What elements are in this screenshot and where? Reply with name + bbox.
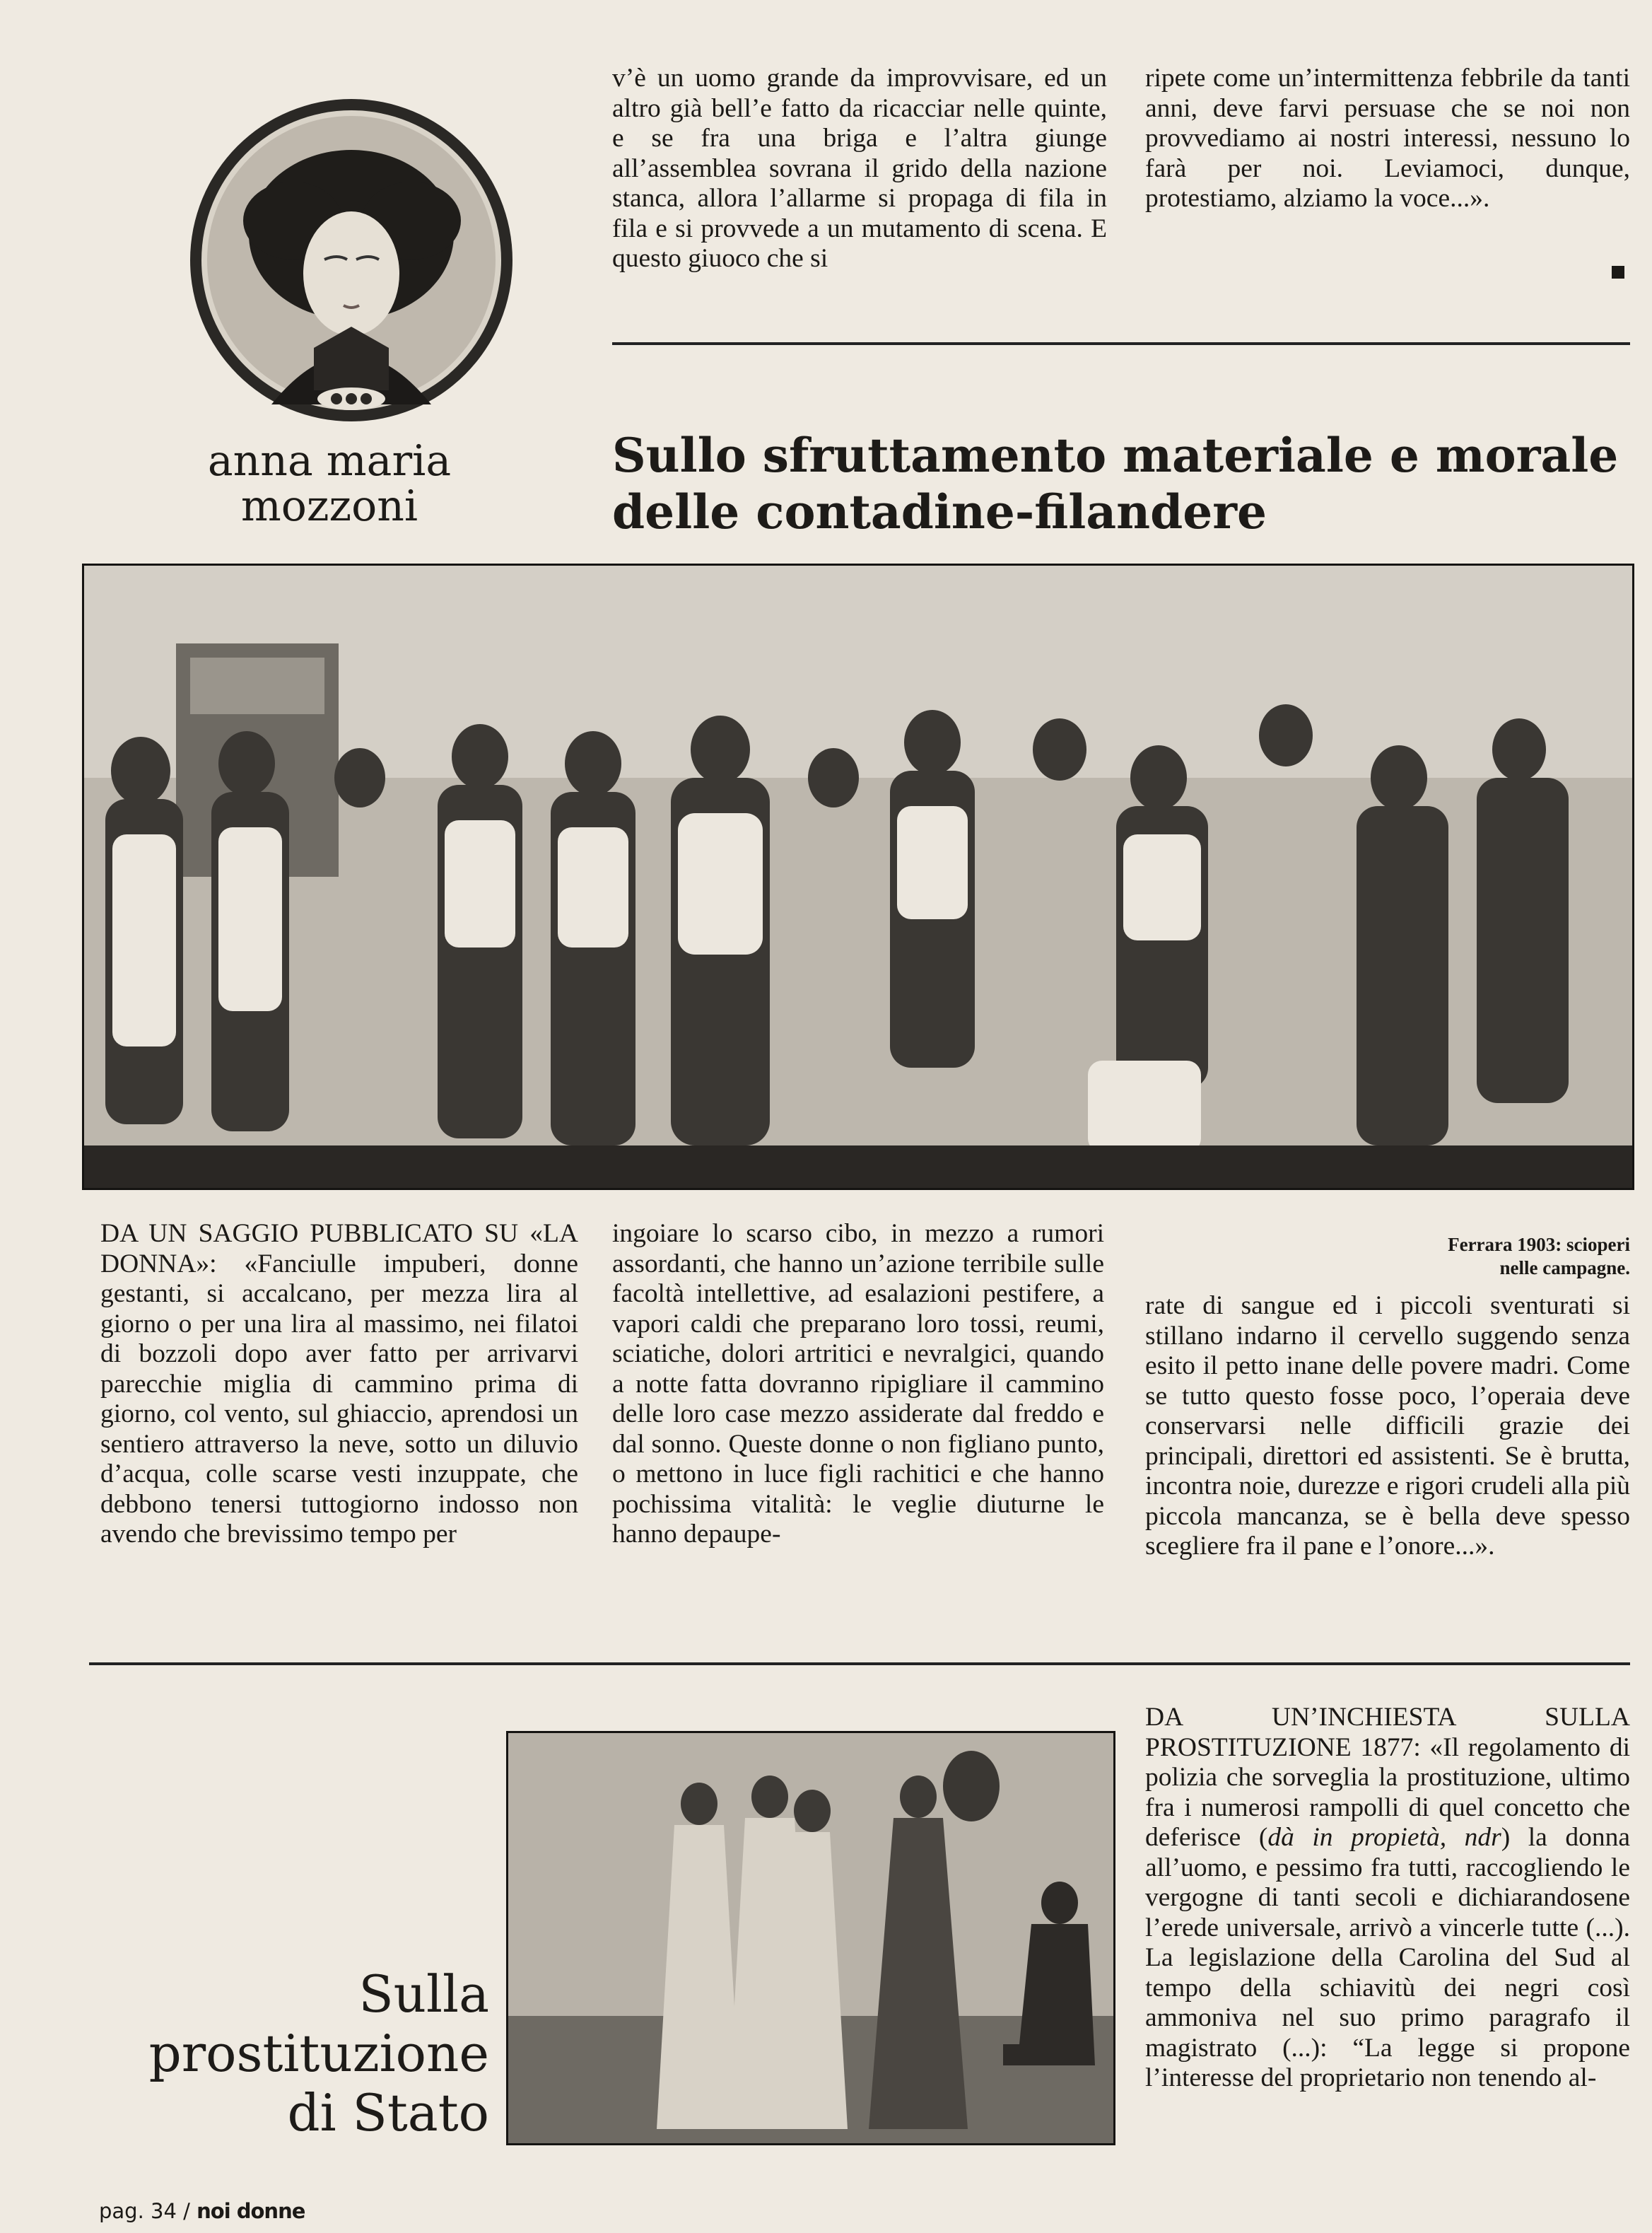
magazine-name: noi donne bbox=[197, 2199, 305, 2223]
article1-col1-text: DA UN SAGGIO PUBBLICATO SU «LA DONNA»: «Fanciulle impuberi, donne gestanti, si accalcano, per mezza lira al giorno o per una lira al massimo, nei filatoi di bozzoli dopo aver fatto per arrivarvi parecchie miglia di cammino prima di giorno, col vento, sul ghiaccio, aprendosi un sentiero attraverso la neve, sotto un diluvio d’acqua, colle scarse vesti inzuppate, che debbono tenersi tuttogiorno indosso non avendo che brevissimo tempo per bbox=[100, 1219, 578, 1549]
article1-col3-text: rate di sangue ed i piccoli sventurati si stillano indarno il cervello suggendo senza esito il petto inane delle povere madri. Come se tutto questo fosse poco, l’operaia deve conservarsi nelle difficili grazie dei principali, direttori ed assistenti. Se è brutta, incontra noie, durezze e rigori crudeli alla più piccola mancanza, se è bella deve spesso scegliere fra il pane e l’onore...». bbox=[1145, 1291, 1630, 1561]
article2-col-text-pre: DA UN’INCHIESTA SULLA PROSTITUZIONE 1877: «Il regolamento di polizia che sorveglia la prostituzione, ultimo fra i numerosi rampolli di quel concetto che deferisce ( bbox=[1145, 1703, 1630, 1852]
photo-caption bbox=[1145, 1233, 1630, 1280]
article1-headline bbox=[612, 427, 1630, 540]
article2-column bbox=[1145, 1703, 1630, 2094]
article1-headline-line1: Sullo sfruttamento materiale e morale bbox=[612, 428, 1619, 483]
divider-top bbox=[612, 342, 1630, 345]
author-portrait-medallion bbox=[187, 93, 516, 427]
article1-column-3 bbox=[1145, 1291, 1630, 1562]
article1-column-1 bbox=[100, 1219, 578, 1550]
article2-headline-line1: Sulla bbox=[358, 1964, 489, 2024]
article2-col-text-italic: dà in propietà, ndr bbox=[1267, 1823, 1501, 1852]
divider-middle bbox=[89, 1662, 1630, 1665]
top-article-col2-text: v’è un uomo grande da improvvisare, ed un altro già bell’e fatto da ricacciar nelle quinte, e se fra una briga e l’altra giunge all’assemblea sovrana il grido della nazione stanca, allora l’allarme si propaga di fila in fila e si provvede a un mutamento di scena. E questo giuoco che si bbox=[612, 64, 1107, 273]
page-number: pag. 34 / bbox=[99, 2199, 190, 2223]
article2-col-text bbox=[1145, 1703, 1630, 2094]
top-article-column-2 bbox=[612, 64, 1107, 274]
strike-crowd-photo bbox=[82, 564, 1634, 1190]
author-name bbox=[167, 438, 492, 529]
brothel-scene-photo bbox=[506, 1731, 1115, 2145]
article1-headline-line2: delle contadine-filandere bbox=[612, 484, 1267, 540]
article2-headline-line3: di Stato bbox=[287, 2083, 489, 2142]
page-footer bbox=[99, 2199, 305, 2223]
photo-caption-rest: scioperi bbox=[1562, 1234, 1630, 1255]
photo-caption-line2: nelle campagne. bbox=[1499, 1257, 1630, 1278]
article2-col-text-post: ) la donna all’uomo, e pessimo fra tutti, raccogliendo le vergogne di tanti secoli e dichiarandosene l’erede universale, arrivò a vincerle tutte (...). La legislazione della Carolina del Sud al tempo della schiavitù dei negri così ammoniva nel suo primo paragrafo il magistrato (...): “La legge si propone l’interesse del proprietario non tenendo al- bbox=[1145, 1823, 1630, 2092]
article1-column-2 bbox=[612, 1219, 1104, 1550]
author-name-line2: mozzoni bbox=[240, 482, 418, 531]
article2-headline-line2: prostituzione bbox=[148, 2024, 489, 2083]
top-article-col3-text: ripete come un’intermittenza febbrile da tanti anni, deve farvi persuase che se noi non provvediamo ai nostri interessi, nessuno lo farà per noi. Leviamoci, dunque, protestiamo, alziamo la voce...». bbox=[1145, 64, 1630, 213]
top-article-column-3 bbox=[1145, 64, 1630, 214]
article1-col2-text: ingoiare lo scarso cibo, in mezzo a rumori assordanti, che hanno un’azione terribile sulle facoltà intellettive, ad esalazioni pestifere, a vapori caldi che preparano loro tossi, reumi, sciatiche, dolori artritici e nevralgici, quando a notte fatta dovranno ripigliare il cammino delle loro case mezzo assiderate dal freddo e dal sonno. Queste donne o non figliano punto, o mettono in luce figli rachitici e che hanno pochissima vitalità: le veglie diuturne le hanno depaupe- bbox=[612, 1219, 1104, 1549]
author-name-line1: anna maria bbox=[207, 436, 452, 486]
photo-caption-place: Ferrara 1903: bbox=[1448, 1234, 1562, 1255]
end-of-article-mark bbox=[1612, 266, 1624, 279]
article2-headline bbox=[127, 1964, 489, 2142]
